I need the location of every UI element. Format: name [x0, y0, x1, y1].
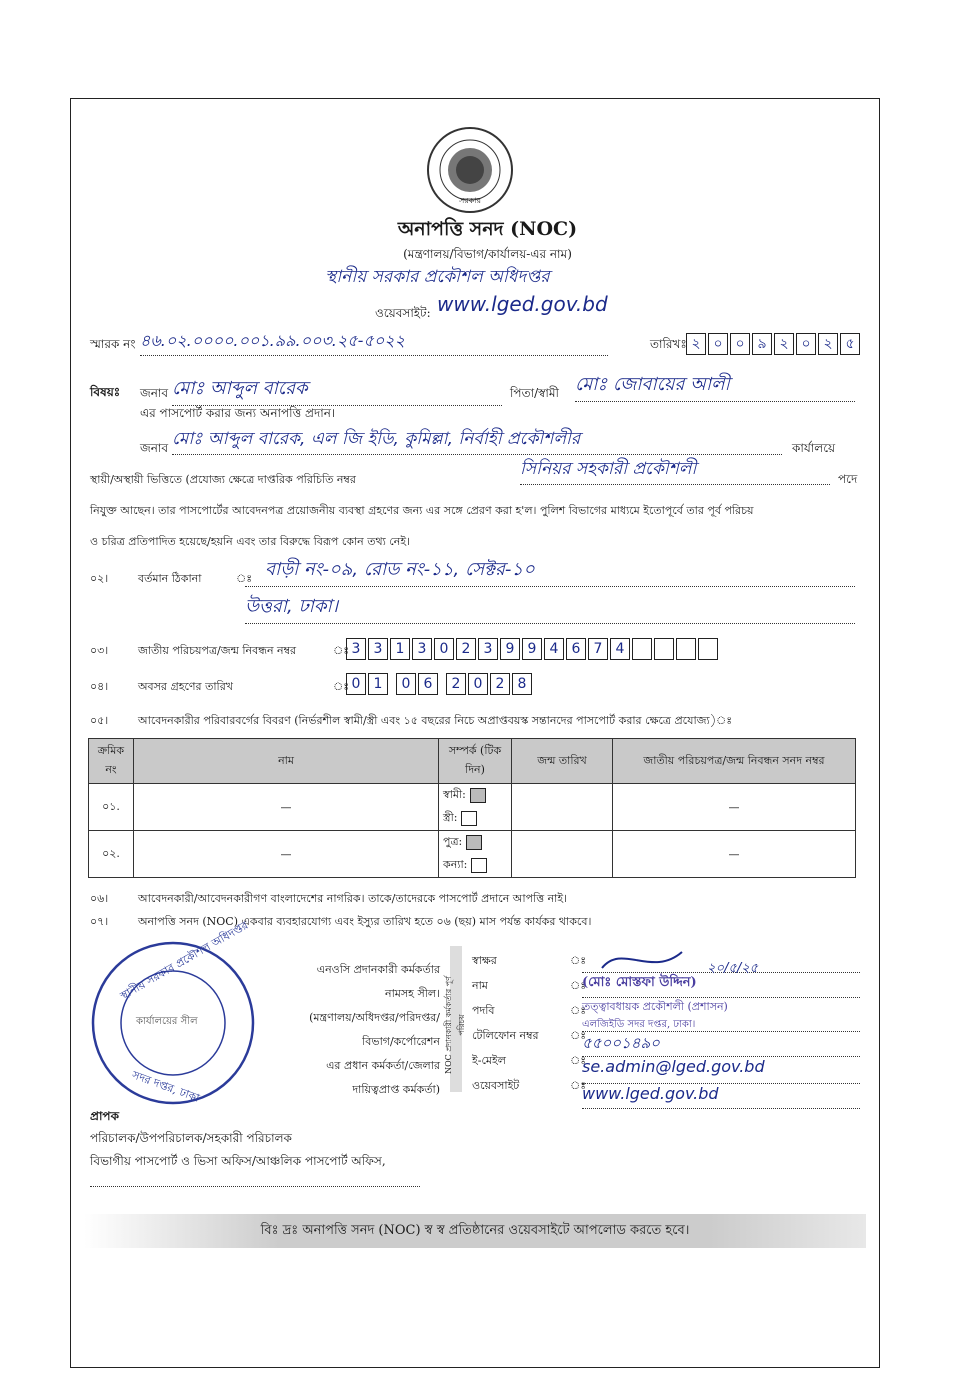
date-boxes: ২ ০ ০ ৯ ২ ০ ২ ৫ — [686, 333, 862, 355]
office-suffix: কার্যালয়ে — [792, 441, 836, 455]
recipient-line1: পরিচালক/উপপরিচালক/সহকারী পরিচালক — [90, 1131, 292, 1145]
nid-label: জাতীয় পরিচয়পত্র/জন্ম নিবন্ধন নম্বর — [138, 644, 297, 657]
relation-checkbox[interactable] — [471, 858, 487, 873]
family-table — [88, 738, 856, 878]
officer-post: তত্ত্বাবধায়ক প্রকৌশলী (প্রশাসন) — [582, 1000, 728, 1013]
subject-purpose: এর পাসপোর্ট করার জন্য অনাপত্তি প্রদান। — [140, 406, 336, 420]
applicant-designation: সিনিয়র সহকারী প্রকৌশলী — [520, 456, 830, 485]
svg-text:সরকার: সরকার — [458, 196, 482, 205]
col-nid: জাতীয় পরিচয়পত্র/জন্ম নিবন্ধন সনদ নম্বর — [613, 739, 856, 784]
item-03-number: ০৩। — [90, 644, 109, 657]
applicant-name: মোঃ আব্দুল বারেক — [172, 374, 502, 406]
item-02-number: ০২। — [90, 572, 109, 585]
subject-label: বিষয়ঃ — [90, 385, 121, 399]
retire-colon: ঃ — [333, 680, 350, 693]
relation-label: পুত্র: — [443, 835, 463, 848]
recipient-blank — [90, 1186, 420, 1187]
officer-colons: ঃ ঃ ঃ ঃ ঃ ঃ — [570, 954, 587, 1092]
memo-number: ৪৬.০২.০০০০.০০১.৯৯.০০৩.২৫-৫০২২ — [140, 328, 608, 356]
seal-line: (মন্ত্রণালয়/অধিদপ্তর/পরিদপ্তর/ — [309, 1011, 440, 1024]
phone-label: টেলিফোন নম্বর — [472, 1029, 539, 1042]
col-dob: জন্ম তারিখ — [512, 739, 613, 784]
officer-values — [582, 948, 860, 1109]
website-label: ওয়েবসাইট: — [375, 306, 431, 320]
row-serial: ০১. — [89, 784, 134, 831]
table-row — [89, 831, 856, 878]
sign-date: ২০/৫/২৫ — [707, 961, 759, 976]
retire-label: অবসর গ্রহণের তারিখ — [138, 680, 233, 693]
document-subtitle: (মন্ত্রণালয়/বিভাগ/কার্যালয়-এর নাম) — [403, 247, 572, 261]
post-suffix: পদে — [838, 472, 858, 486]
seal-line: এর প্রধান কর্মকর্তা/জেলার — [326, 1059, 440, 1072]
nid-colon: ঃ — [333, 644, 350, 657]
table-header-row — [89, 739, 856, 784]
signature — [582, 948, 860, 976]
item-04-number: ০৪। — [90, 680, 109, 693]
retire-boxes: 0 1 0 6 2 0 2 8 — [346, 673, 534, 695]
subject-janab: জনাব — [140, 386, 169, 400]
row-relation — [439, 784, 512, 831]
address-line2: উত্তরা, ঢাকা। — [245, 592, 855, 624]
row-relation — [439, 831, 512, 878]
applicant-office: মোঃ আব্দুল বারেক, এল জি ইডি, কুমিল্লা, নির্বাহী প্রকৌশলীর — [172, 426, 782, 455]
officer-phone: ৫৫০০১৪৯০ — [582, 1032, 860, 1057]
relation-checkbox[interactable] — [470, 788, 486, 803]
body-line4: ও চরিত্র প্রতিপাদিত হয়েছে/হয়নি এবং তার বিরুদ্ধে বিরূপ কোন তথ্য নেই। — [90, 535, 410, 548]
row-dob — [512, 831, 613, 878]
address-colon: ঃ — [236, 572, 253, 585]
seal-bottom-text: সদর দপ্তর, ঢাকা — [130, 1068, 202, 1105]
officer-labels — [472, 948, 539, 1098]
address-line1: বাড়ী নং-০৯, রোড নং-১১, সেক্টর-১০ — [245, 555, 855, 587]
officer-email: se.admin@lged.gov.bd — [582, 1057, 860, 1084]
recipient-label: প্রাপক — [90, 1109, 119, 1123]
officer-office: এলজিইডি সদর দপ্তর, ঢাকা। — [582, 1017, 860, 1032]
relation-checkbox[interactable] — [466, 835, 482, 850]
relation-checkbox[interactable] — [461, 811, 477, 826]
nid-boxes: 3 3 1 3 0 2 3 9 9 4 6 7 4 — [346, 638, 720, 660]
col-serial: ক্রমিক নং — [89, 739, 134, 784]
item-05-number: ০৫। — [90, 714, 109, 727]
family-label: আবেদনকারীর পরিবারবর্গের বিবরণ (নির্ভরশীল স্বামী/স্ত্রী এবং ১৫ বছরের নিচে অপ্রাপ্তবয়স্ক সন্তানদের পাসপোর্ট করার ক্ষেত্রে প্রযোজ্য)ঃ — [138, 714, 733, 727]
seal-line: দায়িত্বপ্রাপ্ত কর্মকর্তা) — [352, 1083, 440, 1096]
declaration-07: অনাপত্তি সনদ (NOC) একবার ব্যবহারযোগ্য এবং ইস্যুর তারিখ হতে ০৬ (ছয়) মাস পর্যন্ত কার্যকর থাকবে। — [138, 915, 592, 928]
email-label: ই-মেইল — [472, 1054, 506, 1067]
table-row — [89, 784, 856, 831]
body-line3: নিযুক্ত আছেন। তার পাসপোর্টের আবেদনপত্র প্রয়োজনীয় ব্যবস্থা গ্রহণের জন্য এর সঙ্গে প্রেরণ করা হ'ল। পুলিশ বিভাগের মাধ্যমে ইতোপূর্বে তার পূর্ব পরিচয় — [90, 504, 754, 517]
declaration-06: আবেদনকারী/আবেদনকারীগণ বাংলাদেশের নাগরিক। তাকে/তাদেরকে পাসপোর্ট প্রদানে আপত্তি নাই। — [138, 892, 568, 905]
officer-website: www.lged.gov.bd — [582, 1084, 860, 1109]
row-nid: — — [613, 784, 856, 831]
office-name: স্থানীয় সরকার প্রকৌশল অধিদপ্তর — [325, 267, 550, 287]
col-name: নাম — [134, 739, 439, 784]
body-line2: স্থায়ী/অস্থায়ী ভিত্তিতে (প্রযোজ্য ক্ষেত্রে দাপ্তরিক পরিচিতি নম্বর — [90, 473, 356, 486]
relation-label: কন্যা: — [443, 858, 468, 871]
seal-stamp-text: স্থানীয় সরকার প্রকৌশল অধিদপ্তর — [117, 918, 251, 1003]
seal-line: নামসহ সীল। — [385, 987, 440, 1000]
recipient-line2: বিভাগীয় পাসপোর্ট ও ভিসা অফিস/আঞ্চলিক পাসপোর্ট অফিস, — [90, 1154, 386, 1168]
website-value: www.lged.gov.bd — [437, 292, 608, 316]
body-janab: জনাব — [140, 441, 169, 455]
father-name: মোঃ জোবায়ের আলী — [575, 370, 855, 402]
document-title: অনাপত্তি সনদ (NOC) — [397, 218, 578, 240]
seal-line: এনওসি প্রদানকারী কর্মকর্তার — [316, 963, 440, 976]
relation-label: স্ত্রী: — [443, 811, 458, 824]
government-emblem — [425, 125, 515, 215]
address-label: বর্তমান ঠিকানা — [138, 572, 202, 585]
item-07-number: ০৭। — [90, 915, 109, 928]
sign-label: স্বাক্ষর — [472, 954, 497, 967]
name-label: নাম — [472, 979, 488, 992]
seal-inner-text: কার্যালয়ের সীল — [136, 1016, 198, 1027]
row-name: — — [134, 831, 439, 878]
row-serial: ০২. — [89, 831, 134, 878]
seal-description — [268, 958, 440, 1102]
web-label: ওয়েবসাইট — [472, 1079, 520, 1092]
date-label: তারিখঃ — [650, 337, 687, 351]
memo-label: স্মারক নং — [90, 337, 136, 351]
row-name: — — [134, 784, 439, 831]
row-nid: — — [613, 831, 856, 878]
col-relation: সম্পর্ক (টিক দিন) — [439, 739, 512, 784]
relation-label: স্বামী: — [443, 788, 466, 801]
post-label: পদবি — [472, 1004, 495, 1017]
row-dob — [512, 784, 613, 831]
item-06-number: ০৬। — [90, 892, 109, 905]
vertical-label: NOC প্রদানকারী কর্মকর্তার পূর্ণ পরিচয় — [444, 976, 466, 1074]
footer-note: বিঃ দ্রঃ অনাপত্তি সনদ (NOC) স্ব স্ব প্রতিষ্ঠানের ওয়েবসাইটে আপলোড করতে হবে। — [84, 1214, 866, 1248]
officer-name: (মোঃ মোস্তফা উদ্দিন) — [582, 973, 860, 998]
father-label: পিতা/স্বামী — [510, 386, 559, 400]
seal-line: বিভাগ/কর্পোরেশন — [362, 1035, 440, 1048]
